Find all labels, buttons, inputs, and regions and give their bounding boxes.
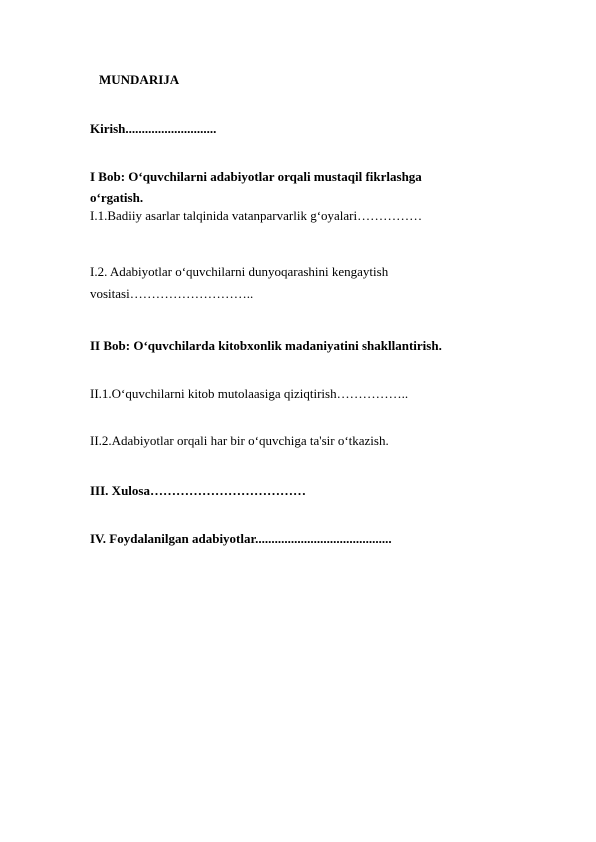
toc-entry-references: IV. Foydalanilgan adabiyotlar..........................................	[90, 531, 392, 546]
toc-entry-section-1-2-line-2: vositasi………………………..	[90, 286, 254, 301]
toc-entry-chapter-1-line-2: o‘rgatish.	[90, 190, 144, 205]
toc-entry-conclusion: III. Xulosa………………………………	[90, 483, 306, 498]
toc-entry-chapter-1-line-1: I Bob: O‘quvchilarni adabiyotlar orqali mustaqil fikrlashga	[90, 169, 422, 184]
page-title: MUNDARIJA	[99, 72, 180, 87]
toc-entry-section-2-2: II.2.Adabiyotlar orqali har bir o‘quvchiga ta'sir o‘tkazish.	[90, 433, 389, 448]
toc-entry-chapter-2: II Bob: O‘quvchilarda kitobxonlik madaniyatini shakllantirish.	[90, 338, 442, 353]
toc-entry-introduction: Kirish............................	[90, 121, 217, 136]
toc-entry-section-2-1: II.1.O‘quvchilarni kitob mutolaasiga qiziqtirish……………..	[90, 386, 409, 401]
toc-entry-section-1-2-line-1: I.2. Adabiyotlar o‘quvchilarni dunyoqarashini kengaytish	[90, 264, 389, 279]
toc-entry-section-1-1: I.1.Badiiy asarlar talqinida vatanparvarlik g‘oyalari……………	[90, 208, 423, 223]
